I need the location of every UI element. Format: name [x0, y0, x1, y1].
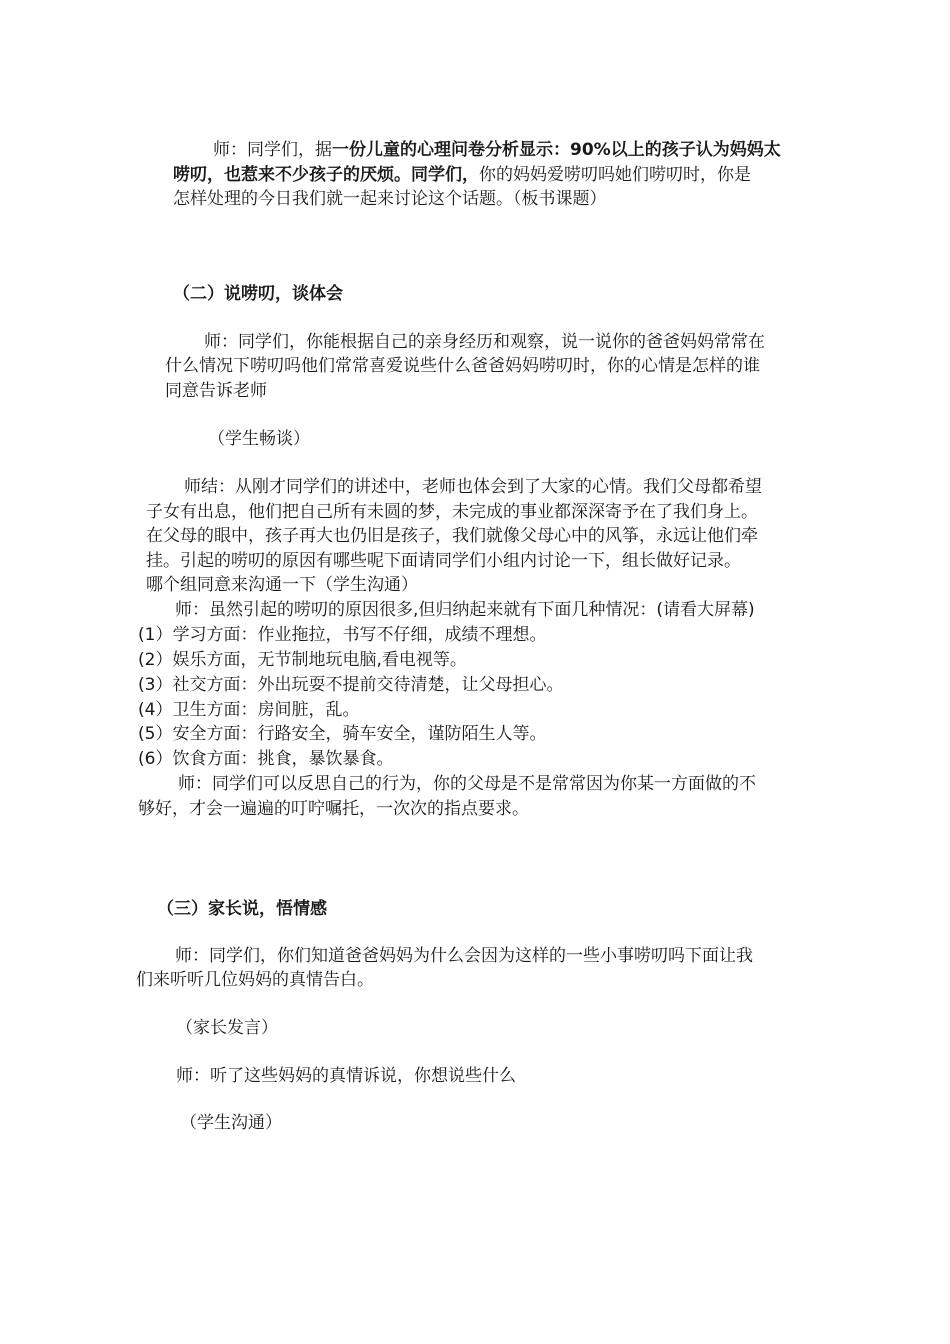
intro-line-2-b: 你的妈妈爱唠叨吗她们唠叨时，你是: [479, 165, 751, 185]
s3-question: 师：听了这些妈妈的真情诉说，你想说些什么: [176, 1066, 516, 1086]
list-item: (4）卫生方面：房间脏，乱。: [138, 700, 360, 720]
s2-summary-line-5: 哪个组同意来沟通一下（学生沟通）: [146, 575, 418, 595]
s3-p1-line-1: 师：同学们，你们知道爸爸妈妈为什么会因为这样的一些小事唠叨吗下面让我: [175, 946, 753, 966]
s2-p1-line-1: 师：同学们，你能根据自己的亲身经历和观察，说一说你的爸爸妈妈常常在: [204, 332, 765, 352]
intro-line-2: [173, 164, 751, 186]
s2-reasons-intro: 师：虽然引起的唠叨的原因很多,但归纳起来就有下面几种情况：(请看大屏幕): [175, 600, 755, 620]
intro-line-3: 怎样处理的今日我们就一起来讨论这个话题。（板书课题）: [173, 189, 607, 209]
s2-summary-line-4: 挂。引起的唠叨的原因有哪些呢下面请同学们小组内讨论一下，组长做好记录。: [146, 551, 741, 571]
s3-student-talk: （学生沟通）: [180, 1113, 282, 1133]
s2-reflect-line-2: 够好，才会一遍遍的叮咛嘱托，一次次的指点要求。: [138, 799, 529, 819]
intro-line-1: [213, 139, 781, 161]
s2-summary-line-2: 子女有出息，他们把自己所有未圆的梦，未完成的事业都深深寄予在了我们身上。: [146, 502, 758, 522]
section-3-heading: （三）家长说，悟情感: [157, 899, 327, 919]
list-item: (5）安全方面：行路安全，骑车安全，谨防陌生人等。: [138, 724, 547, 744]
intro-line-1-b: 一份儿童的心理问卷分析显示：90%以上的孩子认为妈妈太: [332, 140, 781, 160]
s3-p1-line-2: 们来听听几位妈妈的真情告白。: [136, 970, 374, 990]
s2-p1-line-3: 同意告诉老师: [165, 381, 267, 401]
s2-summary-line-3: 在父母的眼中，孩子再大也仍旧是孩子，我们就像父母心中的风筝，永远让他们牵: [146, 526, 758, 546]
s2-p1-line-2: 什么情况下唠叨吗他们常常喜爱说些什么爸爸妈妈唠叨时，你的心情是怎样的谁: [165, 356, 760, 376]
intro-line-2-a: 唠叨，也惹来不少孩子的厌烦。同学们，: [173, 165, 479, 185]
list-item: (2）娱乐方面，无节制地玩电脑,看电视等。: [138, 650, 467, 670]
s2-student-talk: （学生畅谈）: [208, 429, 310, 449]
list-item: (3）社交方面：外出玩耍不提前交待清楚，让父母担心。: [138, 675, 564, 695]
s2-reflect-line-1: 师：同学们可以反思自己的行为，你的父母是不是常常因为你某一方面做的不: [178, 774, 756, 794]
s2-summary-line-1: 师结：从刚才同学们的讲述中，老师也体会到了大家的心情。我们父母都希望: [184, 477, 762, 497]
section-2-heading: （二）说唠叨，谈体会: [173, 284, 343, 304]
s3-parent-speech: （家长发言）: [176, 1018, 278, 1038]
intro-line-1-a: 师：同学们，据: [213, 140, 332, 160]
list-item: (1）学习方面：作业拖拉，书写不仔细，成绩不理想。: [138, 625, 547, 645]
list-item: (6）饮食方面：挑食，暴饮暴食。: [138, 749, 394, 769]
